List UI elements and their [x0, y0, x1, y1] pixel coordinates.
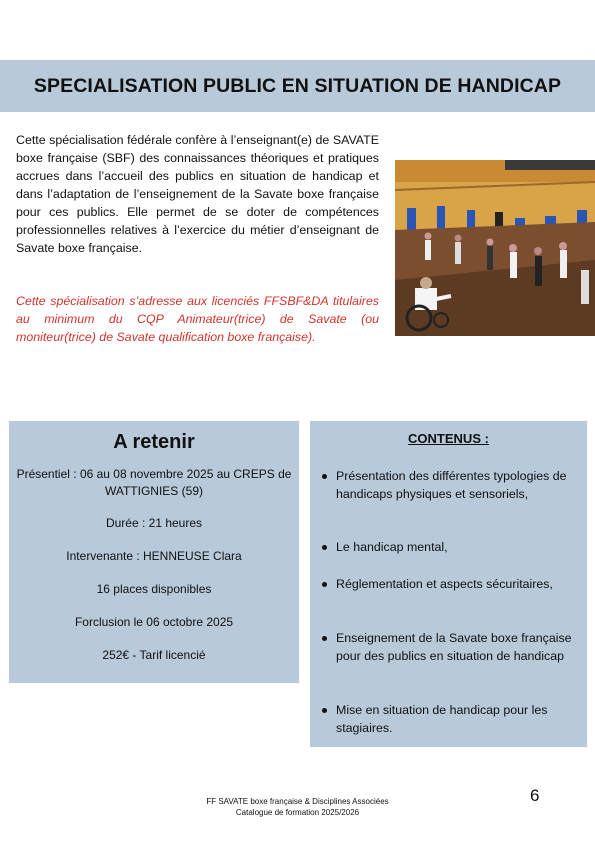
list-item-text: Réglementation et aspects sécuritaires,	[336, 577, 553, 591]
list-item	[322, 575, 595, 593]
list-item	[322, 629, 595, 665]
gym-photo	[395, 160, 595, 336]
contenus-box	[310, 421, 587, 747]
list-item	[322, 467, 595, 503]
a-retenir-box	[9, 421, 299, 683]
bullet-icon	[322, 708, 327, 713]
list-item-text: Enseignement de la Savate boxe française pour des publics en situation de handicap	[336, 631, 572, 663]
bullet-icon	[322, 474, 327, 479]
intro-paragraph: Cette spécialisation fédérale confère à l’enseignant(e) de SAVATE boxe française (SBF) des connaissances théoriques et pratiques accrues dans l’accueil des publics en situation de handicap et dans l’adaptation de l’enseignement de la Savate boxe française pour ces publics. Elle permet de se doter de compétences professionnelles relatives à l’exercice du métier d’enseignant de Savate boxe française.	[16, 133, 379, 255]
info-places: 16 places disponibles	[96, 582, 212, 596]
info-price: 252€ - Tarif licencié	[102, 648, 206, 662]
bullet-icon	[322, 545, 327, 550]
info-dates: Présentiel : 06 au 08 novembre 2025 au CREPS de WATTIGNIES (59)	[16, 467, 292, 498]
bullet-icon	[322, 636, 327, 641]
audience-note: Cette spécialisation s’adresse aux licenciés FFSBF&DA titulaires au minimum du CQP Animateur(trice) de Savate (ou moniteur(trice) de Savate qualification boxe française).	[16, 294, 379, 344]
gym-photo-illustration	[395, 160, 595, 336]
a-retenir-heading: A retenir	[113, 431, 195, 453]
list-item-text: Le handicap mental,	[336, 540, 448, 554]
bullet-icon	[322, 582, 327, 587]
footer-catalogue: Catalogue de formation 2025/2026	[235, 808, 360, 817]
footer-organisation: FF SAVATE boxe française & Disciplines Associées	[206, 797, 389, 806]
contenus-heading: CONTENUS :	[408, 431, 489, 446]
list-item	[322, 701, 595, 737]
info-speaker: Intervenante : HENNEUSE Clara	[66, 549, 242, 563]
page-title: SPECIALISATION PUBLIC EN SITUATION DE HANDICAP	[33, 74, 562, 97]
page-footer	[170, 796, 425, 818]
title-band	[0, 60, 595, 112]
info-duration: Durée : 21 heures	[105, 516, 203, 530]
list-item-text: Présentation des différentes typologies de handicaps physiques et sensoriels,	[336, 469, 567, 501]
page-number: 6	[530, 786, 540, 805]
list-item-text: Mise en situation de handicap pour les stagiaires.	[336, 703, 548, 735]
info-deadline: Forclusion le 06 octobre 2025	[74, 615, 234, 629]
list-item	[322, 538, 595, 556]
